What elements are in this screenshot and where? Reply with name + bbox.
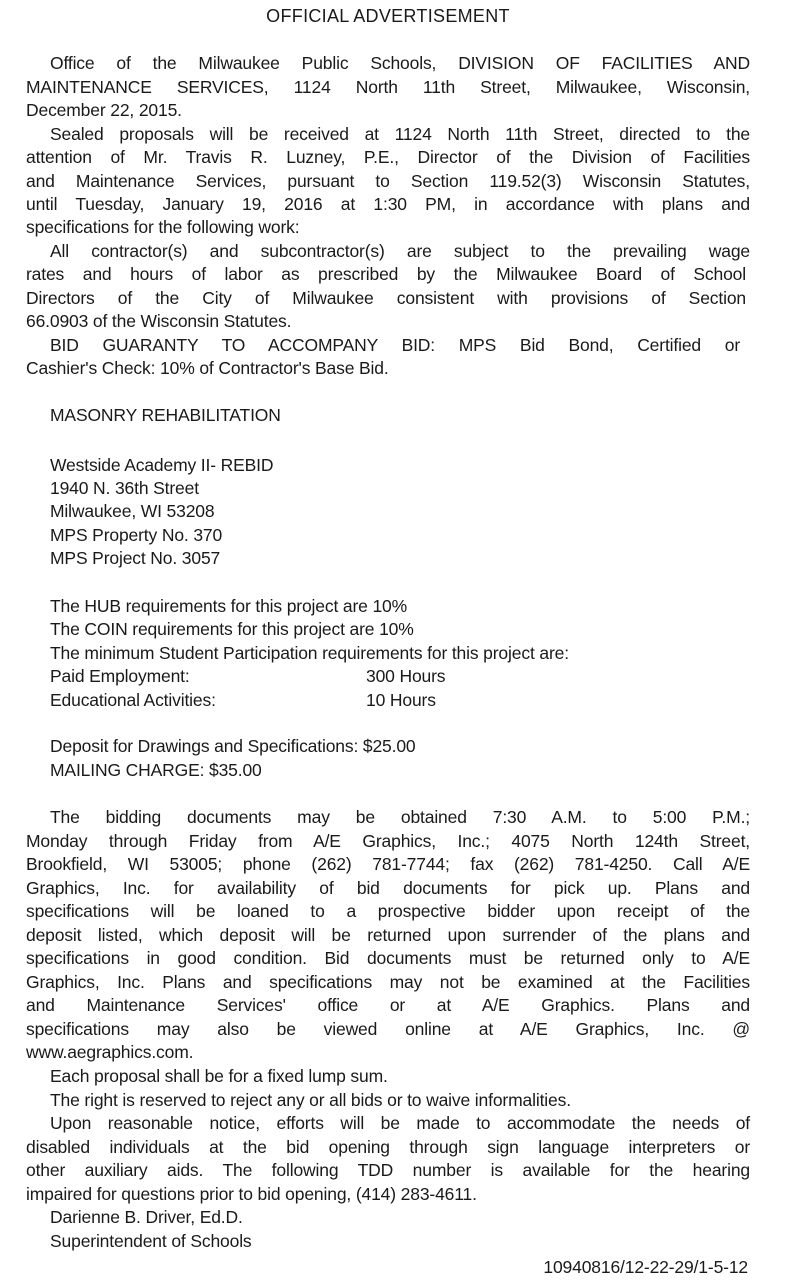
requirement-value: 10 Hours (366, 690, 436, 710)
reserved-text: The right is reserved to reject any or all bids or to waive informalities. (50, 1090, 571, 1110)
sealed-line: until Tuesday, January 19, 2016 at 1:30 PM, in accordance with plans and (26, 194, 750, 214)
bidding-line: specifications in good condition. Bid documents must be returned only to A/E (26, 948, 750, 968)
sealed-line: and Maintenance Services, pursuant to Section 119.52(3) Wisconsin Statutes, (26, 171, 750, 191)
requirement-label: Educational Activities: (50, 690, 216, 710)
bidding-line: specifications will be loaned to a prospective bidder upon receipt of the (26, 901, 750, 921)
coin-requirement: The COIN requirements for this project are 10% (50, 619, 414, 639)
contractors-line: All contractor(s) and subcontractor(s) are subject to the prevailing wage (50, 241, 750, 261)
mailing-charge: MAILING CHARGE: $35.00 (50, 760, 262, 780)
work-title: MASONRY REHABILITATION (50, 405, 281, 425)
guaranty-line: BID GUARANTY TO ACCOMPANY BID: MPS Bid Bond, Certified or (50, 335, 740, 355)
requirement-value: 300 Hours (366, 666, 446, 686)
sealed-line: Sealed proposals will be received at 1124 North 11th Street, directed to the (50, 124, 750, 144)
document-title: OFFICIAL ADVERTISEMENT (266, 6, 510, 26)
intro-line: MAINTENANCE SERVICES, 1124 North 11th Street, Milwaukee, Wisconsin, (26, 77, 750, 97)
bidding-line: Monday through Friday from A/E Graphics, Inc.; 4075 North 124th Street, (26, 831, 750, 851)
reference-code: 10940816/12-22-29/1-5-12 (543, 1257, 748, 1277)
sealed-line: attention of Mr. Travis R. Luzney, P.E., Director of the Division of Facilities (26, 147, 750, 167)
bidding-line: The bidding documents may be obtained 7:30 A.M. to 5:00 P.M.; (50, 807, 750, 827)
sealed-line: specifications for the following work: (26, 217, 300, 237)
notice-line: Upon reasonable notice, efforts will be made to accommodate the needs of (50, 1113, 750, 1133)
hub-requirement: The HUB requirements for this project are 10% (50, 596, 408, 616)
lump-sum-text: Each proposal shall be for a fixed lump sum. (50, 1066, 388, 1086)
project-street: 1940 N. 36th Street (50, 478, 199, 498)
notice-line: disabled individuals at the bid opening through sign language interpreters or (26, 1137, 750, 1157)
requirement-label: Paid Employment: (50, 666, 190, 686)
project-property: MPS Property No. 370 (50, 525, 223, 545)
deposit-fee: Deposit for Drawings and Specifications: $25.00 (50, 736, 416, 756)
contractors-line: 66.0903 of the Wisconsin Statutes. (26, 311, 292, 331)
intro-line: Office of the Milwaukee Public Schools, DIVISION OF FACILITIES AND (50, 53, 750, 73)
bidding-line: Graphics, Inc. Plans and specifications may not be examined at the Facilities (26, 972, 750, 992)
notice-line: other auxiliary aids. The following TDD number is available for the hearing (26, 1160, 750, 1180)
bidding-line: and Maintenance Services' office or at A/E Graphics. Plans and (26, 995, 750, 1015)
website-link: www.aegraphics.com. (26, 1042, 194, 1062)
project-number: MPS Project No. 3057 (50, 548, 221, 568)
project-name: Westside Academy II- REBID (50, 455, 274, 475)
bidding-line: deposit listed, which deposit will be returned upon surrender of the plans and (26, 925, 750, 945)
bidding-line: specifications may also be viewed online at A/E Graphics, Inc. @ (26, 1019, 750, 1039)
bidding-line: Brookfield, WI 53005; phone (262) 781-7744; fax (262) 781-4250. Call A/E (26, 854, 750, 874)
requirement-row (50, 689, 750, 712)
contractors-line: rates and hours of labor as prescribed by the Milwaukee Board of School (26, 264, 746, 284)
requirement-row (50, 665, 750, 688)
project-city: Milwaukee, WI 53208 (50, 501, 215, 521)
contractors-line: Directors of the City of Milwaukee consistent with provisions of Section (26, 288, 746, 308)
bidding-line: Graphics, Inc. for availability of bid documents for pick up. Plans and (26, 878, 750, 898)
student-requirement: The minimum Student Participation requirements for this project are: (50, 643, 569, 663)
intro-line: December 22, 2015. (26, 100, 182, 120)
signature-name: Darienne B. Driver, Ed.D. (50, 1207, 243, 1227)
signature-role: Superintendent of Schools (50, 1231, 252, 1251)
notice-line: impaired for questions prior to bid opening, (414) 283-4611. (26, 1184, 477, 1204)
guaranty-line: Cashier's Check: 10% of Contractor's Base Bid. (26, 358, 389, 378)
